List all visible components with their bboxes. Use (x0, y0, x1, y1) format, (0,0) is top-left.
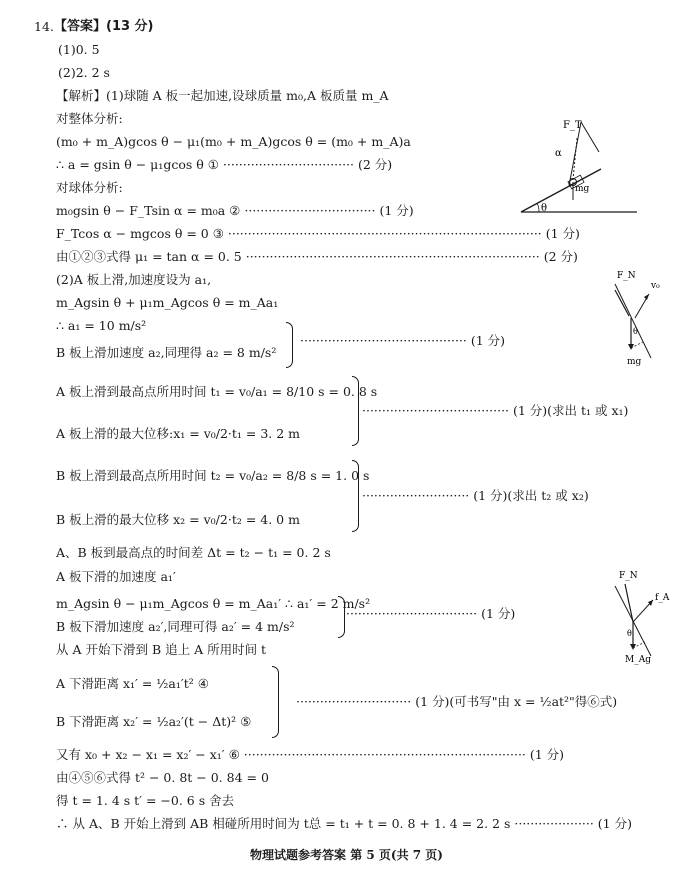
score-note: ··························· (1 分)(求出 t₂ 或 x₂) (362, 488, 589, 503)
weight-label: mg (575, 184, 590, 194)
equation-line: A 板上滑到最高点所用时间 t₁ = v₀/a₁ = 8/10 s = 0. 8 s (56, 384, 378, 399)
tension-label: F_T (563, 120, 582, 131)
equation-line: F_Tcos α − mgcos θ = 0 ③ ··············································································· (1 分) (56, 226, 580, 241)
equation-line: 从 A 开始下滑到 B 追上 A 所用时间 t (56, 642, 267, 657)
score-note: ································· (1 分) (346, 606, 516, 621)
score-note: ····································· (1 分)(求出 t₁ 或 x₁) (362, 403, 629, 418)
page-footer: 物理试题参考答案 第 5 页(共 7 页) (250, 848, 443, 862)
friction-label: f_A (655, 593, 670, 603)
equation-line: A 板下滑的加速度 a₁′ (56, 569, 176, 584)
equation-line: 又有 x₀ + x₂ − x₁ = x₂′ − x₁′ ⑥ ······································································· (1 分) (56, 747, 565, 762)
equation-line: (m₀ + m_A)gcos θ − μ₁(m₀ + m_A)gcos θ = (m₀ + m_A)a (56, 134, 411, 149)
brace (286, 322, 293, 368)
score-note: ·········································· (1 分) (300, 333, 506, 348)
answer-2: (2)2. 2 s (58, 65, 110, 80)
board-down-force-diagram (605, 566, 681, 668)
equation-line: 得 t = 1. 4 s t′ = −0. 6 s 舍去 (56, 793, 235, 808)
equation-line: B 板上滑的最大位移 x₂ = v₀/2·t₂ = 4. 0 m (56, 512, 300, 527)
equation-line: B 板下滑加速度 a₂′,同理可得 a₂′ = 4 m/s² (56, 619, 295, 634)
angle-label: θ (541, 203, 548, 214)
equation-line: B 板上滑加速度 a₂,同理得 a₂ = 8 m/s² (56, 345, 277, 360)
velocity-label: v₀ (651, 281, 660, 291)
equation-line: A 下滑距离 x₁′ = ½a₁′t² ④ (56, 676, 209, 691)
normal-force-label: F_N (617, 271, 636, 281)
weight-label: mg (627, 357, 642, 367)
equation-line: m₀gsin θ − F_Tsin α = m₀a ② ································· (1 分) (56, 203, 414, 218)
equation-line: m_Agsin θ − μ₁m_Agcos θ = m_Aa₁′ ∴ a₁′ = 2 m/s² (56, 596, 371, 611)
angle-label: α (555, 148, 562, 159)
conclusion-line: ∴ 从 A、B 开始上滑到 AB 相碰所用时间为 t总 = t₁ + t = 0. 8 + 1. 4 = 2. 2 s ···················· (1 分) (56, 816, 632, 831)
normal-force-label: F_N (619, 571, 638, 581)
equation-line: 由④⑤⑥式得 t² − 0. 8t − 0. 84 = 0 (56, 770, 269, 785)
analysis-line: 对整体分析: (56, 111, 123, 126)
equation-line: B 下滑距离 x₂′ = ½a₂′(t − Δt)² ⑤ (56, 714, 252, 729)
brace (272, 666, 279, 738)
angle-label: θ (633, 327, 638, 336)
equation-line: ∴ a = gsin θ − μ₁gcos θ ① ································· (2 分) (56, 157, 393, 172)
analysis-line: (2)A 板上滑,加速度设为 a₁, (56, 272, 212, 287)
equation-line: A 板上滑的最大位移:x₁ = v₀/2·t₁ = 3. 2 m (56, 426, 301, 441)
weight-label: M_Ag (625, 655, 651, 665)
analysis-intro: 【解析】(1)球随 A 板一起加速,设球质量 m₀,A 板质量 m_A (56, 88, 389, 103)
brace (352, 460, 359, 532)
brace (338, 596, 345, 638)
equation-line: ∴ a₁ = 10 m/s² (56, 318, 147, 333)
equation-line: A、B 板到最高点的时间差 Δt = t₂ − t₁ = 0. 2 s (56, 545, 331, 560)
analysis-line: 对球体分析: (56, 180, 123, 195)
brace (352, 376, 359, 446)
incline-force-diagram (515, 112, 643, 218)
answer-1: (1)0. 5 (58, 42, 100, 57)
answer-header: 【答案】(13 分) (54, 19, 154, 34)
equation-line: m_Agsin θ + μ₁m_Agcos θ = m_Aa₁ (56, 295, 279, 310)
equation-line: B 板上滑到最高点所用时间 t₂ = v₀/a₂ = 8/8 s = 1. 0 s (56, 468, 370, 483)
score-note: ····························· (1 分)(可书写"由 x = ½at²"得⑥式) (296, 694, 618, 709)
equation-line: 由①②③式得 μ₁ = tan α = 0. 5 ·········································································· (2 分) (56, 249, 578, 264)
angle-label: θ (627, 629, 632, 638)
board-up-force-diagram (605, 266, 677, 368)
question-number: 14. (34, 19, 54, 34)
